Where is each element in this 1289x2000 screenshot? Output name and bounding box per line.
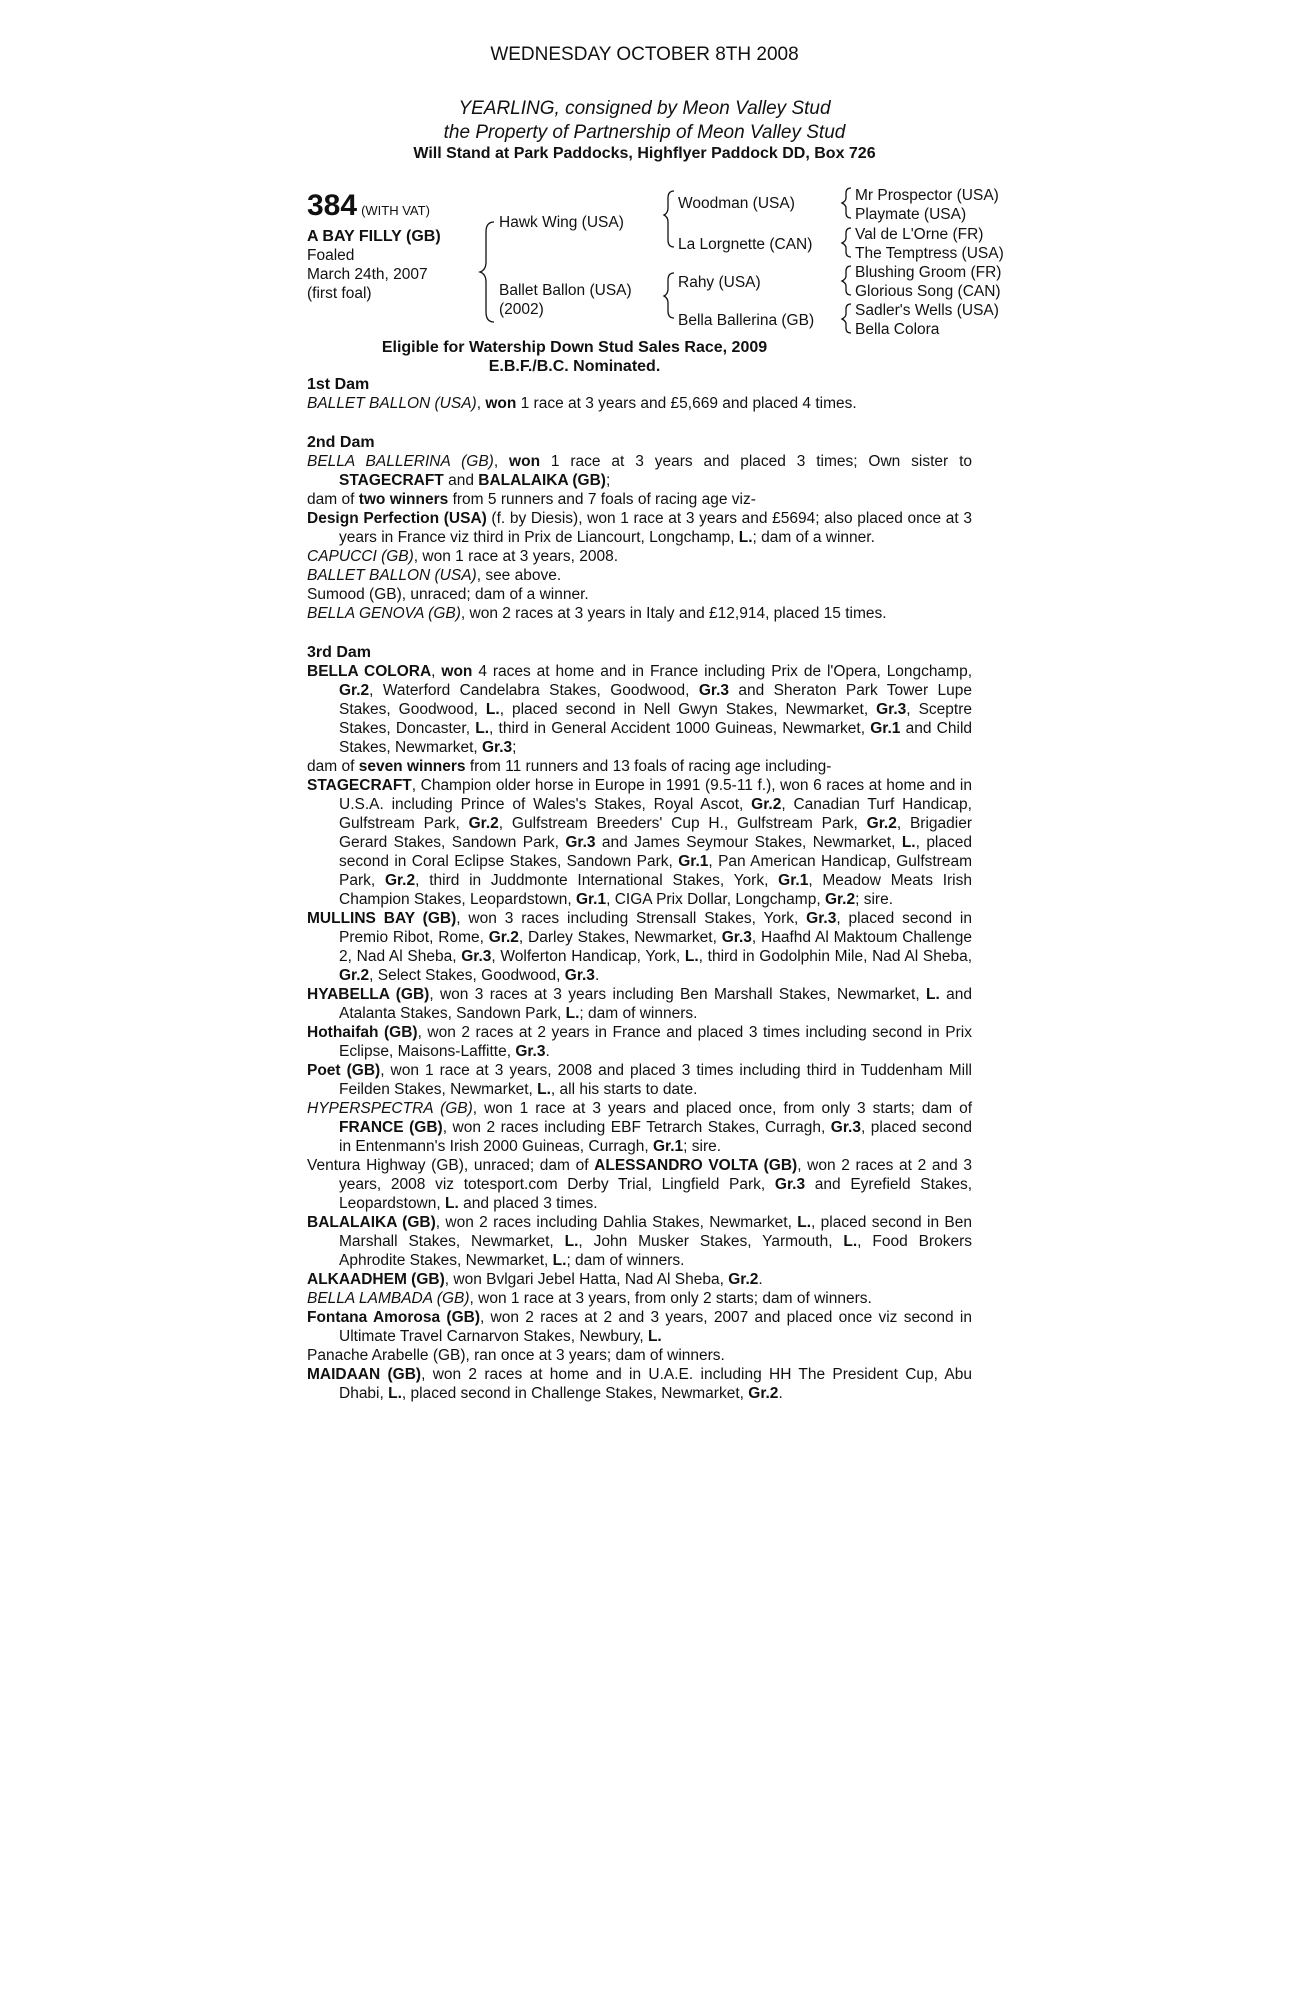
consignor-line: YEARLING, consigned by Meon Valley Stud bbox=[458, 98, 831, 119]
pedigree-ggp-2: Playmate (USA) bbox=[855, 206, 967, 223]
pedigree-ggp-7: Sadler's Wells (USA) bbox=[855, 302, 999, 319]
third-dam-produce: dam of seven winners from 11 runners and 13 foals of racing age including- bbox=[307, 758, 832, 775]
nomination-line: E.B.F./B.C. Nominated. bbox=[488, 358, 661, 375]
horse-name: A BAY FILLY (GB) bbox=[307, 228, 441, 245]
produce-item: STAGECRAFT, Champion older horse in Europe in 1991 (9.5-11 f.), won 6 races at home and in U.S.A. including Prince of Wales's Stakes, Royal Ascot, Gr.2, Canadian Turf Handicap, Gulfstream Park, Gr.2, Gulfstream Breeders' Cup H., Gulfstream Park, Gr.2, Brigadier Gerard Stakes, Sandown Park, Gr.3 and James Seymour Stakes, Newmarket, L., placed second in Coral Eclipse Stakes, Sandown Park, Gr.1, Pan American Handicap, Gulfstream Park, Gr.2, third in Juddmonte International Stakes, York, Gr.1, Meadow Meats Irish Champion Stakes, Leopardstown, Gr.1, CIGA Prix Dollar, Longchamp, Gr.2; sire. bbox=[307, 777, 972, 908]
vat-note: (WITH VAT) bbox=[361, 203, 430, 218]
pedigree-braces bbox=[0, 0, 1289, 340]
pedigree-sire: Hawk Wing (USA) bbox=[499, 214, 624, 231]
produce-item: Panache Arabelle (GB), ran once at 3 years; dam of winners. bbox=[307, 1347, 725, 1364]
foaled-label: Foaled bbox=[307, 247, 355, 264]
produce-item: ALKAADHEM (GB), won Bvlgari Jebel Hatta, Nad Al Sheba, Gr.2. bbox=[307, 1271, 763, 1288]
produce-record bbox=[307, 375, 972, 1403]
pedigree-sire-dam: La Lorgnette (CAN) bbox=[678, 236, 813, 253]
pedigree-sire-sire: Woodman (USA) bbox=[678, 195, 795, 212]
pedigree-ggp-3: Val de L'Orne (FR) bbox=[855, 226, 984, 243]
produce-item: MULLINS BAY (GB), won 3 races including Strensall Stakes, York, Gr.3, placed second in Premio Ribot, Rome, Gr.2, Darley Stakes, Newmarket, Gr.3, Haafhd Al Maktoum Challenge 2, Nad Al Sheba, Gr.3, Wolferton Handicap, York, L., third in Godolphin Mile, Nad Al Sheba, Gr.2, Select Stakes, Goodwood, Gr.3. bbox=[307, 910, 973, 984]
second-dam-heading: 2nd Dam bbox=[307, 434, 375, 451]
stand-location: Will Stand at Park Paddocks, Highflyer Paddock DD, Box 726 bbox=[413, 145, 876, 162]
foal-note: (first foal) bbox=[307, 285, 372, 302]
produce-item: CAPUCCI (GB), won 1 race at 3 years, 2008. bbox=[307, 548, 618, 565]
produce-item: Ventura Highway (GB), unraced; dam of ALESSANDRO VOLTA (GB), won 2 races at 2 and 3 years, 2008 viz totesport.com Derby Trial, Lingfield Park, Gr.3 and Eyrefield Stakes, Leopardstown, L. and placed 3 times. bbox=[307, 1157, 973, 1212]
second-dam-produce: dam of two winners from 5 runners and 7 foals of racing age viz- bbox=[307, 491, 756, 508]
first-dam-heading: 1st Dam bbox=[307, 376, 370, 393]
produce-item: Poet (GB), won 1 race at 3 years, 2008 and placed 3 times including third in Tuddenham Mill Feilden Stakes, Newmarket, L., all his starts to date. bbox=[307, 1062, 972, 1098]
produce-item: Design Perfection (USA) (f. by Diesis), won 1 race at 3 years and £5694; also placed once at 3 years in France viz third in Prix de Liancourt, Longchamp, L.; dam of a winner. bbox=[307, 510, 972, 546]
property-line: the Property of Partnership of Meon Valley Stud bbox=[443, 122, 846, 143]
lot-number: 384 bbox=[307, 189, 358, 222]
produce-item: BELLA GENOVA (GB), won 2 races at 3 years in Italy and £12,914, placed 15 times. bbox=[307, 605, 887, 622]
third-dam-text: BELLA COLORA, won 4 races at home and in France including Prix de l'Opera, Longchamp, Gr.2, Waterford Candelabra Stakes, Goodwood, Gr.3 and Sheraton Park Tower Lupe Stakes, Goodwood, L., placed second in Nell Gwyn Stakes, Newmarket, Gr.3, Sceptre Stakes, Doncaster, L., third in General Accident 1000 Guineas, Newmarket, Gr.1 and Child Stakes, Newmarket, Gr.3; bbox=[307, 663, 973, 756]
produce-item: BALALAIKA (GB), won 2 races including Dahlia Stakes, Newmarket, L., placed second in Ben Marshall Stakes, Newmarket, L., John Musker Stakes, Yarmouth, L., Food Brokers Aphrodite Stakes, Newmarket, L.; dam of winners. bbox=[307, 1214, 972, 1269]
pedigree-ggp-5: Blushing Groom (FR) bbox=[855, 264, 1002, 281]
pedigree-ggp-8: Bella Colora bbox=[855, 321, 940, 338]
pedigree-ggp-1: Mr Prospector (USA) bbox=[855, 187, 999, 204]
produce-item: HYABELLA (GB), won 3 races at 3 years including Ben Marshall Stakes, Newmarket, L. and Atalanta Stakes, Sandown Park, L.; dam of winners. bbox=[307, 986, 972, 1022]
produce-item: Hothaifah (GB), won 2 races at 2 years in France and placed 3 times including second in Prix Eclipse, Maisons-Laffitte, Gr.3. bbox=[307, 1024, 972, 1060]
produce-item: Sumood (GB), unraced; dam of a winner. bbox=[307, 586, 589, 603]
third-dam-heading: 3rd Dam bbox=[307, 644, 372, 661]
sale-date: WEDNESDAY OCTOBER 8TH 2008 bbox=[490, 44, 799, 65]
pedigree-dam-year: (2002) bbox=[499, 301, 544, 318]
produce-item: BELLA LAMBADA (GB), won 1 race at 3 years, from only 2 starts; dam of winners. bbox=[307, 1290, 872, 1307]
produce-item: MAIDAAN (GB), won 2 races at home and in U.A.E. including HH The President Cup, Abu Dhabi, L., placed second in Challenge Stakes, Newmarket, Gr.2. bbox=[307, 1366, 972, 1402]
pedigree-ggp-4: The Temptress (USA) bbox=[855, 245, 1004, 262]
first-dam-text: BALLET BALLON (USA), won 1 race at 3 years and £5,669 and placed 4 times. bbox=[307, 395, 857, 412]
pedigree-ggp-6: Glorious Song (CAN) bbox=[855, 283, 1001, 300]
second-dam-text: BELLA BALLERINA (GB), won 1 race at 3 years and placed 3 times; Own sister to STAGECRAFT and BALALAIKA (GB); bbox=[307, 453, 972, 489]
produce-item: BALLET BALLON (USA), see above. bbox=[307, 567, 562, 584]
produce-item: HYPERSPECTRA (GB), won 1 race at 3 years and placed once, from only 3 starts; dam of FRANCE (GB), won 2 races including EBF Tetrarch Stakes, Curragh, Gr.3, placed second in Entenmann's Irish 2000 Guineas, Curragh, Gr.1; sire. bbox=[307, 1100, 972, 1155]
pedigree-dam: Ballet Ballon (USA) bbox=[499, 282, 632, 299]
pedigree-dam-dam: Bella Ballerina (GB) bbox=[678, 312, 815, 329]
eligibility-line: Eligible for Watership Down Stud Sales Race, 2009 bbox=[381, 339, 768, 356]
pedigree-dam-sire: Rahy (USA) bbox=[678, 274, 761, 291]
foaled-date: March 24th, 2007 bbox=[307, 266, 428, 283]
produce-item: Fontana Amorosa (GB), won 2 races at 2 and 3 years, 2007 and placed once viz second in Ultimate Travel Carnarvon Stakes, Newbury, L. bbox=[307, 1309, 972, 1345]
